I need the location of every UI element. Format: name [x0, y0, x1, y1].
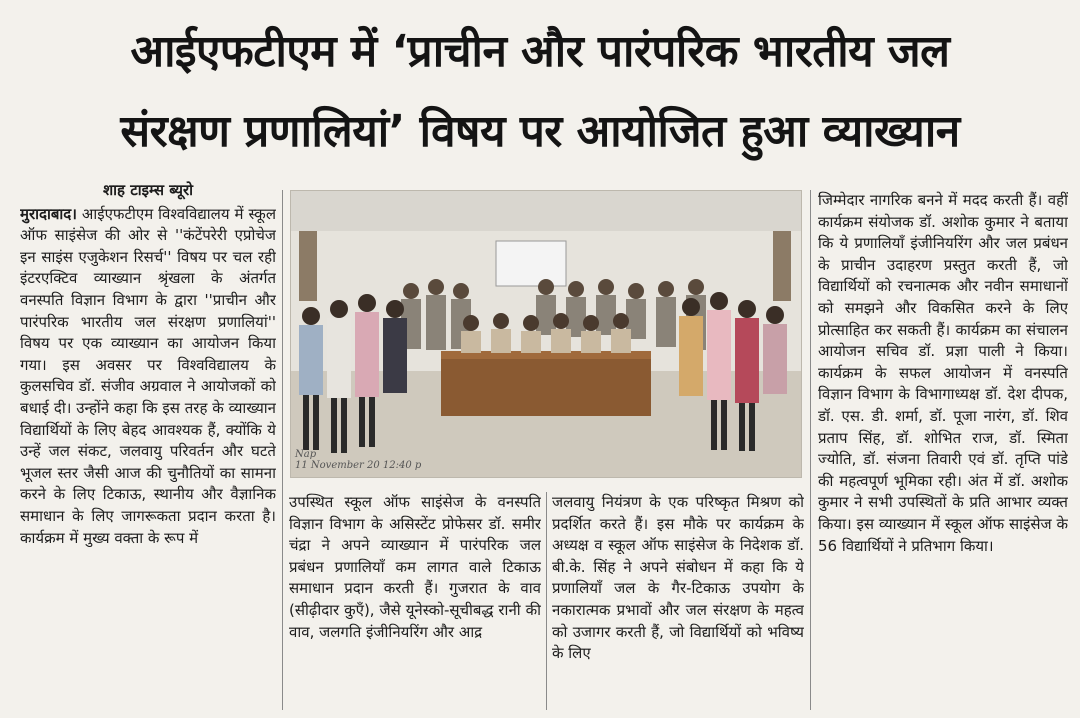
headline-line-1: आईएफटीएम में ‘प्राचीन और पारंपरिक भारतीय जल — [130, 26, 950, 77]
column-divider-1 — [282, 190, 283, 710]
column-divider-3 — [810, 190, 811, 710]
headline-line-2: संरक्षण प्रणालियां’ विषय पर आयोजित हुआ व्याख्यान — [120, 106, 960, 157]
column-3-text: जलवायु नियंत्रण के एक परिष्कृत मिश्रण को प्रदर्शित करते हैं। इस मौके पर कार्यक्रम के अध्यक्ष व स्कूल ऑफ साइंसेज के निदेशक डॉ. बी.के. सिंह ने अपने संबोधन में कहा कि ये प्रणालियाँ जल के गैर-टिकाऊ उपयोग के नकारात्मक प्रभावों और जल संरक्षण के महत्व को उजागर करती हैं, जो विद्यार्थियों को भविष्य के लिए — [552, 493, 804, 663]
article-column-2 — [289, 492, 541, 707]
article-column-1 — [20, 180, 276, 710]
photo-stamp-line-1: Nap — [295, 449, 317, 460]
byline: शाह टाइम्स ब्यूरो — [102, 181, 194, 199]
article-column-4 — [818, 190, 1068, 710]
photo-timestamp — [295, 449, 421, 471]
event-photo — [290, 190, 802, 478]
article-column-3 — [552, 492, 804, 707]
column-1-paragraph — [20, 204, 276, 550]
column-divider-2 — [546, 492, 547, 710]
dateline: मुरादाबाद। — [20, 204, 77, 223]
photo-stamp-line-2: 11 November 20 12:40 p — [295, 460, 422, 471]
event-photo-illustration — [291, 191, 801, 477]
column-2-text: उपस्थित स्कूल ऑफ साइंसेज के वनस्पति विज्ञान विभाग के असिस्टेंट प्रोफेसर डॉ. समीर चंद्रा ने अपने व्याख्यान में पारंपरिक जल प्रबंधन प्रणालियाँ कम लागत वाले टिकाऊ समाधान प्रदान करती हैं। गुजरात के वाव (सीढ़ीदार कुएँ), जैसे यूनेस्को-सूचीबद्ध रानी की वाव, जलगति इंजीनियरिंग और आद्र — [289, 493, 541, 641]
column-1-text: आईएफटीएम विश्वविद्यालय में स्कूल ऑफ साइंसेज की ओर से ''कंटेंपरेरी एप्रोचेज इन साइंस एजुकेशन रिसर्च'' विषय पर चल रही इंटरएक्टिव व्याख्यान श्रृंखला के अंतर्गत वनस्पति विज्ञान विभाग के द्वारा ''प्राचीन और पारंपरिक भारतीय जल संरक्षण प्रणालियां'' विषय पर एक व्याख्यान का आयोजन किया गया। इस अवसर पर विश्वविद्यालय के कुलसचिव डॉ. संजीव अग्रवाल ने आयोजकों को बधाई दी। उन्होंने कहा कि इस तरह के व्याख्यान विद्यार्थियों के लिए बेहद आवश्यक हैं, क्योंकि ये उन्हें जल संकट, जलवायु परिवर्तन और घटते भूजल स्तर जैसी आज की चुनौतियों का सामना करने के लिए टिकाऊ, स्थानीय और वैज्ञानिक समाधान के लिए जागरूकता प्रदान करता है। कार्यक्रम में मुख्य वक्ता के रूप में — [20, 204, 276, 547]
column-4-text: जिम्मेदार नागरिक बनने में मदद करती हैं। वहीं कार्यक्रम संयोजक डॉ. अशोक कुमार ने बताया कि ये प्रणालियाँ इंजीनियरिंग और जल प्रबंधन के प्राचीन उदाहरण प्रस्तुत करती हैं, जो विद्यार्थियों को रचनात्मक और नवीन समाधानों को समझने और विकसित करने के लिए प्रोत्साहित कर सकती हैं। कार्यक्रम का संचालन आयोजन सचिव डॉ. प्रज्ञा पाली ने किया। कार्यक्रम के सफल आयोजन में वनस्पति विज्ञान विभाग के विभागाध्यक्ष डॉ. देश दीपक, डॉ. एस. डी. शर्मा, डॉ. पूजा नारंग, डॉ. शिव प्रताप सिंह, डॉ. शोभित राज, डॉ. स्मिता ज्योति, डॉ. संजना तिवारी एवं डॉ. तृप्ति पांडे की महत्वपूर्ण भूमिका रही। अंत में डॉ. अशोक कुमार ने सभी उपस्थितों के प्रति आभार व्यक्त किया। इस व्याख्यान में स्कूल ऑफ साइंसेज के 56 विद्यार्थियों ने प्रतिभाग किया। — [818, 191, 1068, 555]
